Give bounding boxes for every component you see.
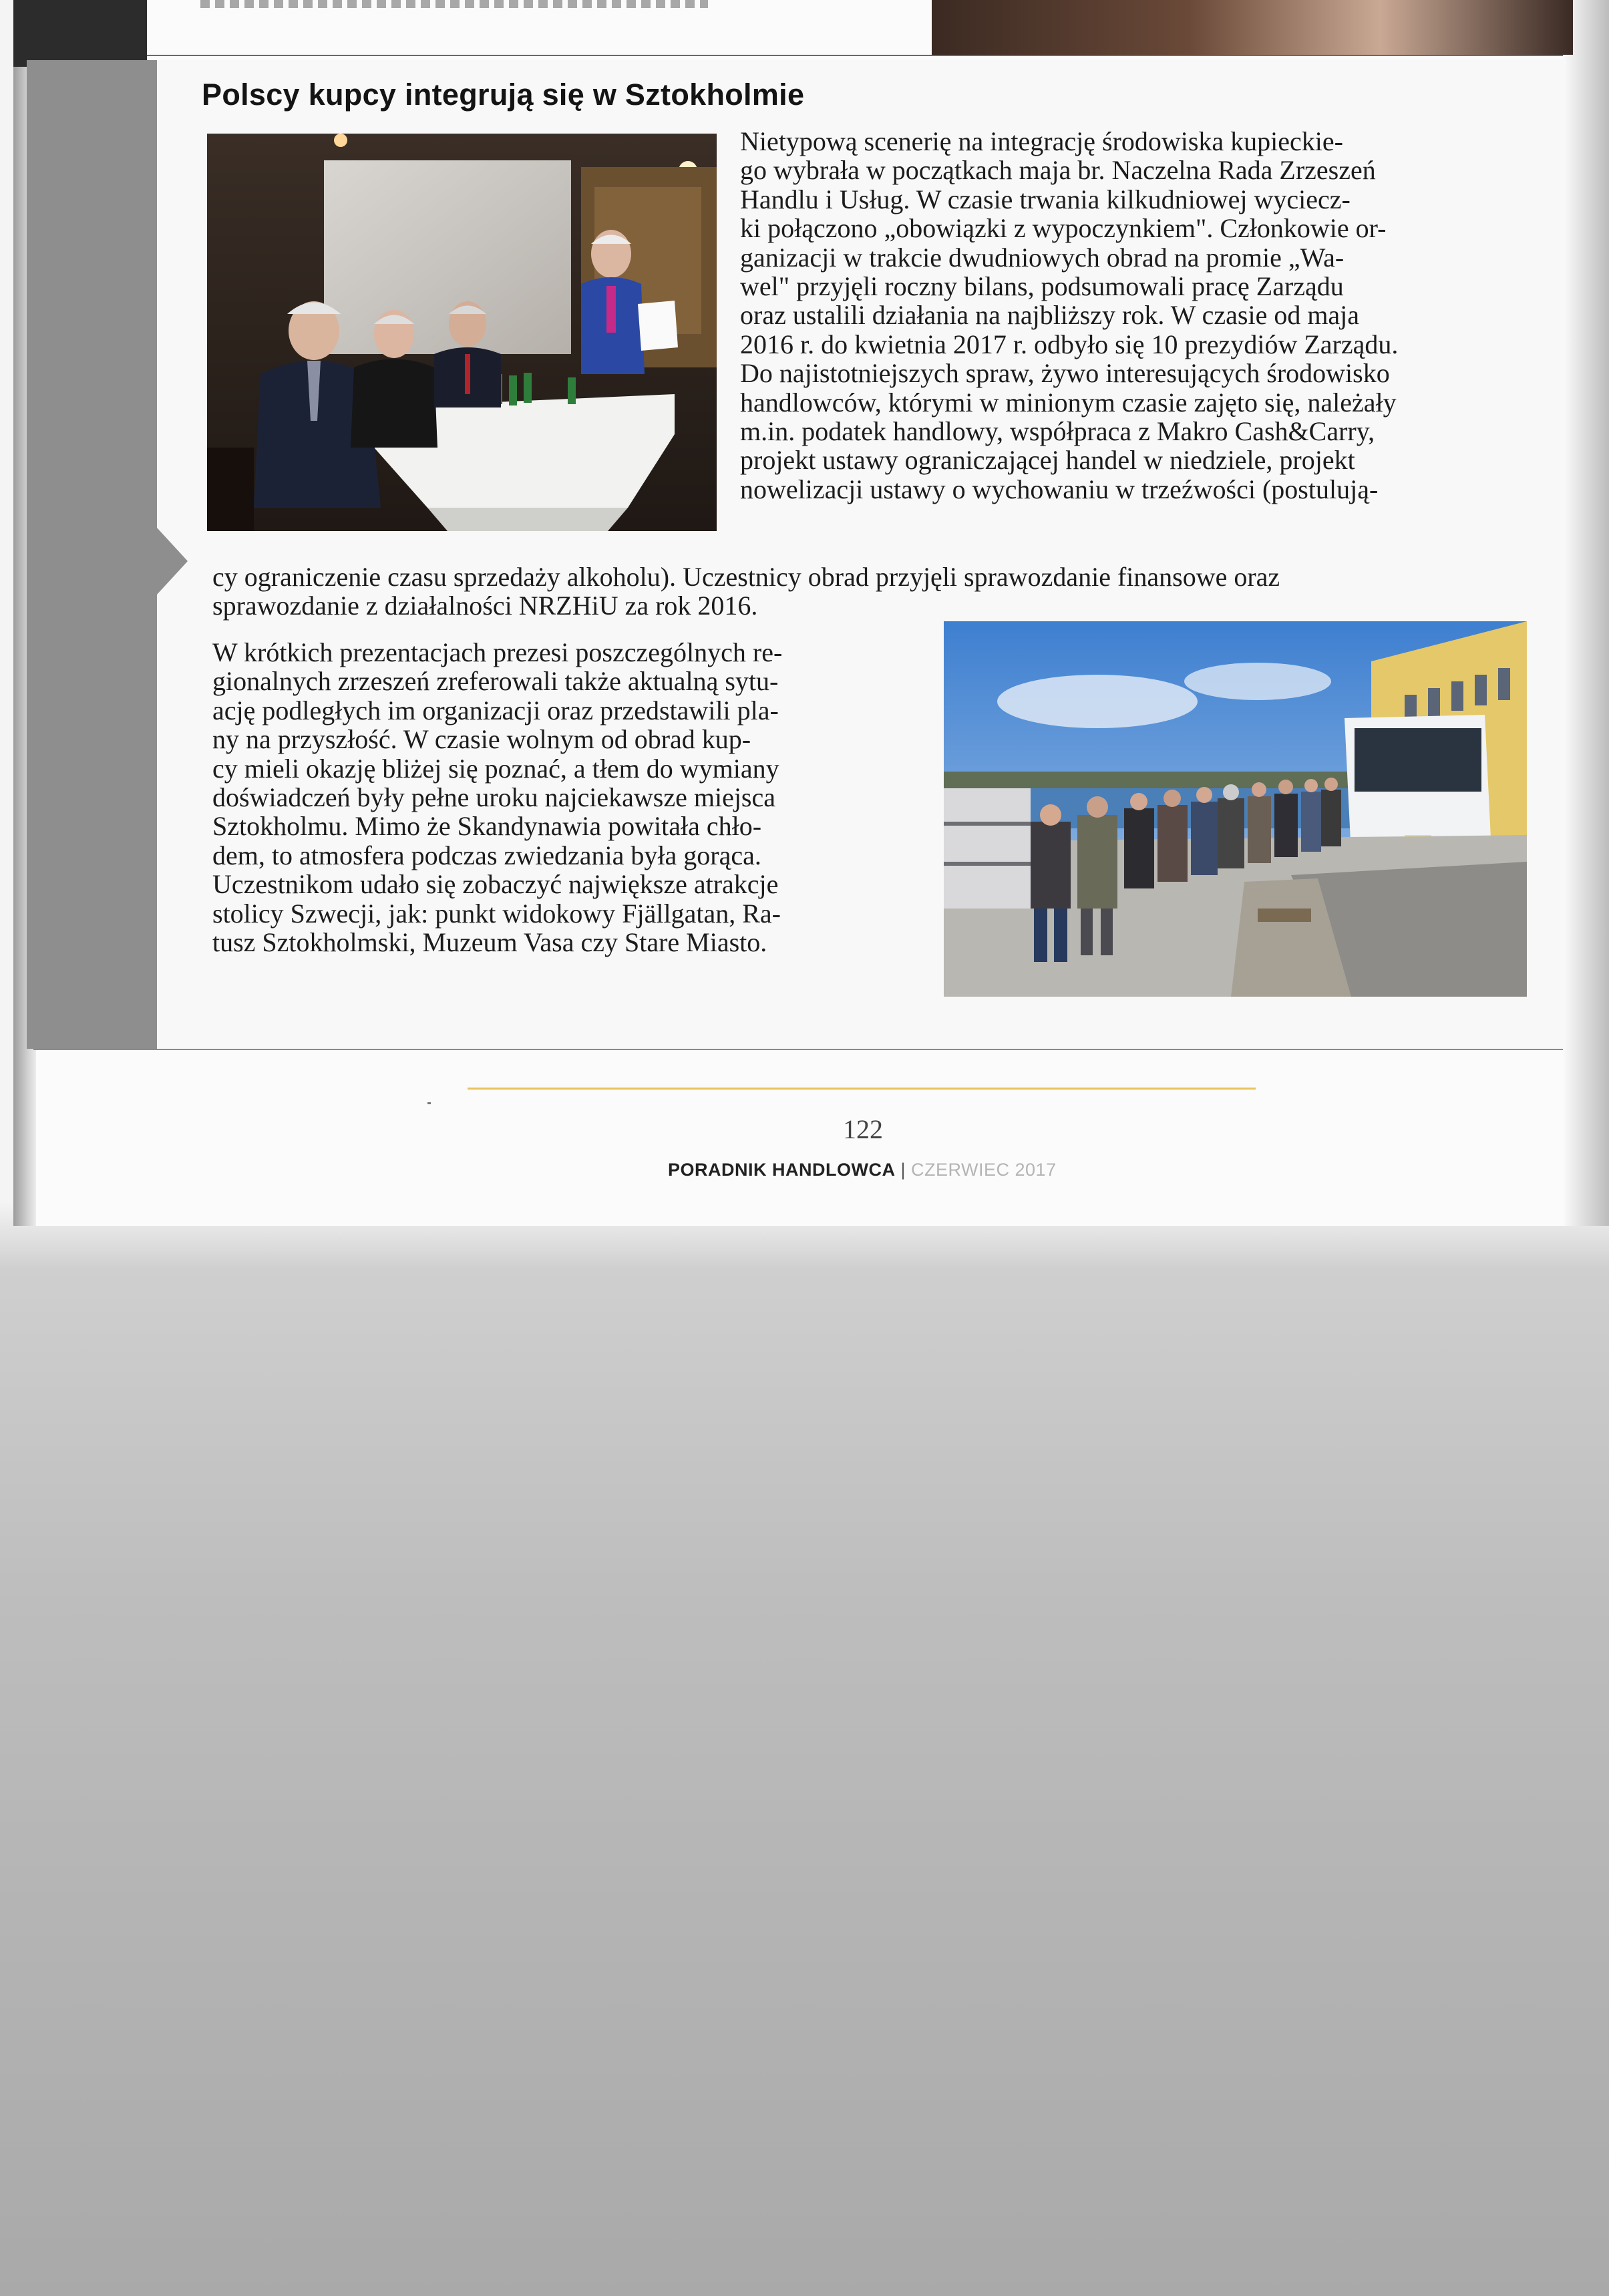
text-line: gionalnych zrzeszeń zreferowali także aktualną sytu- (212, 666, 779, 697)
publication-name: PORADNIK HANDLOWCA (668, 1160, 896, 1180)
text-line: oraz ustalili działania na najbliższy rok. W czasie od maja (740, 300, 1360, 331)
text-line: Handlu i Usług. W czasie trwania kilkudniowej wyciecz- (740, 184, 1351, 214)
text-line: ki połączono „obowiązki z wypoczynkiem". Członkowie or- (740, 213, 1387, 244)
text-line: ny na przyszłość. W czasie wolnym od obrad kup- (212, 724, 751, 755)
text-line: handlowców, którymi w minionym czasie zajęto się, należały (740, 387, 1397, 418)
bottom-divider (33, 1049, 1563, 1050)
previous-article-cut-text (200, 0, 708, 8)
scan-speck (427, 1102, 431, 1104)
text-line: m.in. podatek handlowy, współpraca z Makro Cash&Carry, (740, 416, 1375, 446)
page-number: 122 (843, 1114, 883, 1144)
page-right-shadow (1562, 0, 1609, 1226)
article-column-c (212, 638, 782, 957)
text-line: go wybrała w początkach maja br. Naczelna Rada Zrzeszeń (740, 155, 1376, 186)
issue-date: CZERWIEC 2017 (911, 1160, 1057, 1180)
article-column-b (212, 562, 1280, 621)
sidebar-arrow-notch (157, 528, 188, 595)
article-column-a (740, 127, 1398, 504)
article-title: Polscy kupcy integrują się w Sztokholmie (202, 77, 805, 112)
previous-article-photo (932, 0, 1573, 55)
text-line: W krótkich prezentacjach prezesi poszczególnych re- (212, 637, 783, 667)
page-footer (668, 1160, 1057, 1180)
text-line: projekt ustawy ograniczającej handel w niedziele, projekt (740, 445, 1355, 476)
text-line: Do najistotniejszych spraw, żywo interesujących środowisko (740, 358, 1390, 389)
text-line: cy mieli okazję bliżej się poznać, a tłem do wymiany (212, 753, 779, 784)
text-line: wel" przyjęli roczny bilans, podsumowali pracę Zarządu (740, 271, 1344, 301)
text-line: dem, to atmosfera podczas zwiedzania była gorąca. (212, 840, 761, 870)
footer-accent-rule (468, 1088, 1256, 1090)
text-line: ganizacji w trakcie dwudniowych obrad na promie „Wa- (740, 242, 1345, 273)
text-line: tusz Sztokholmski, Muzeum Vasa czy Stare Miasto. (212, 927, 767, 957)
text-line: Sztokholmu. Mimo że Skandynawia powitała chło- (212, 811, 762, 842)
article-sidebar (27, 60, 157, 1049)
text-line: Nietypową scenerię na integrację środowiska kupieckie- (740, 126, 1343, 156)
text-line: sprawozdanie z działalności NRZHiU za rok 2016. (212, 591, 758, 621)
text-line: cy ograniczenie czasu sprzedaży alkoholu). Uczestnicy obrad przyjęli sprawozdanie finansowe oraz (212, 562, 1280, 592)
text-line: 2016 r. do kwietnia 2017 r. odbyło się 10 prezydiów Zarządu. (740, 329, 1399, 359)
text-line: doświadczeń były pełne uroku najciekawsze miejsca (212, 782, 776, 812)
sightseeing-photo (944, 621, 1527, 997)
footer-separator: | (895, 1160, 912, 1180)
previous-article-dark-block (13, 0, 147, 67)
meeting-photo (207, 134, 717, 531)
text-line: nowelizacji ustawy o wychowaniu w trzeźwości (postulują- (740, 474, 1379, 504)
text-line: Uczestnikom udało się zobaczyć największe atrakcje (212, 869, 779, 900)
top-divider (147, 55, 1563, 56)
text-line: ację podległych im organizacji oraz przedstawili pla- (212, 695, 779, 725)
text-line: stolicy Szwecji, jak: punkt widokowy Fjällgatan, Ra- (212, 898, 781, 929)
